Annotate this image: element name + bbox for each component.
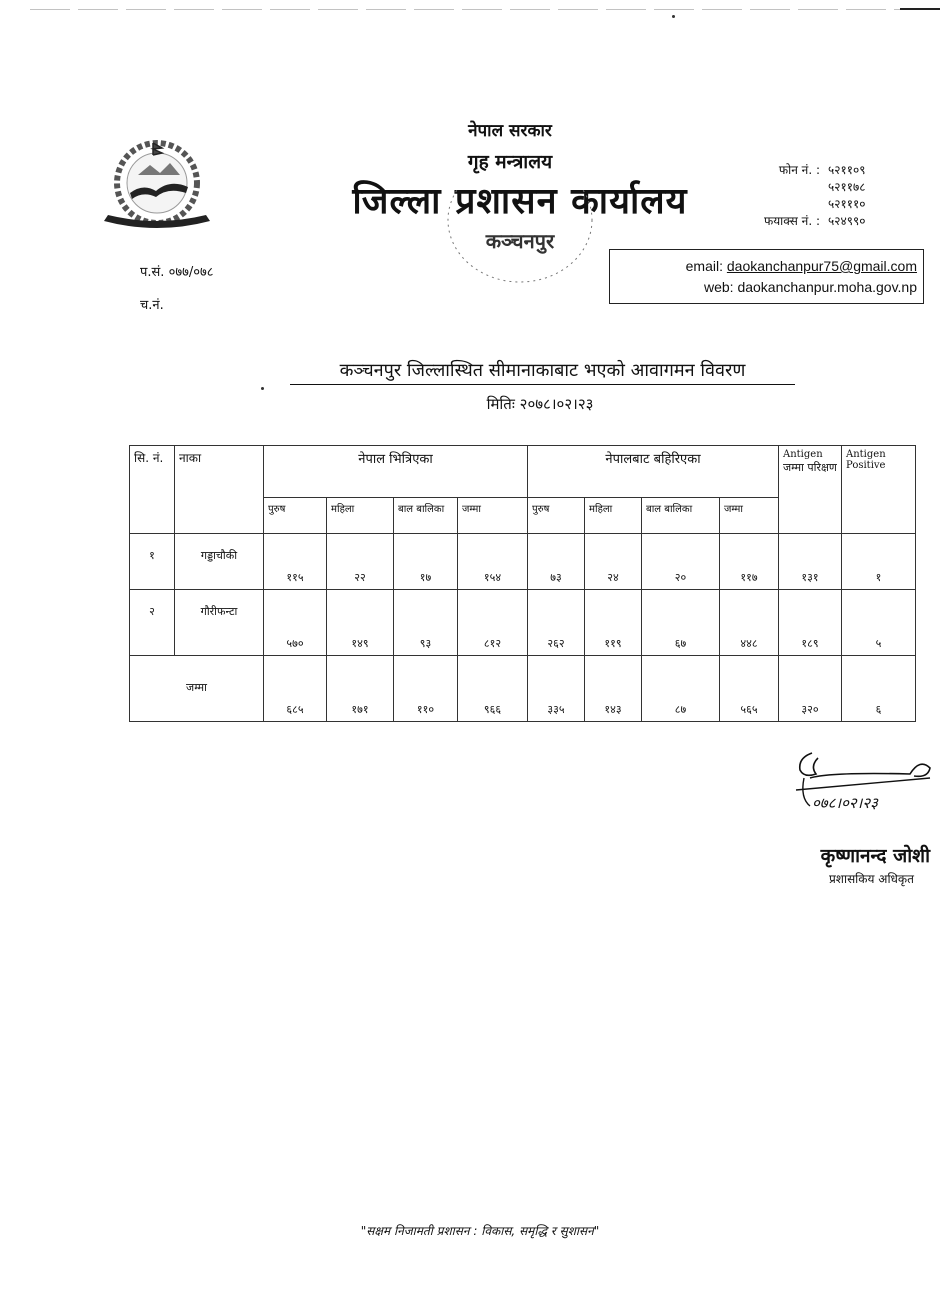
header-male: पुरुष (264, 498, 327, 534)
table-row (130, 534, 916, 590)
cell-value: ९३ (394, 590, 458, 656)
government-name: नेपाल सरकार (468, 121, 552, 141)
cell-value: १५४ (458, 534, 528, 590)
report-title: कञ्चनपुर जिल्लास्थित सीमानाकाबाट भएको आवागमन विवरण (290, 358, 795, 385)
header-children: बाल बालिका (394, 498, 458, 534)
phone-number: ५२११७८ (828, 180, 866, 194)
header-sn: सि. नं. (130, 446, 175, 534)
ministry-name: गृह मन्त्रालय (467, 151, 553, 173)
cell-value: २० (642, 534, 720, 590)
scan-edge-mark (900, 8, 940, 10)
cell-value: ५७० (264, 590, 327, 656)
movement-table (129, 445, 916, 722)
cell-value: २४ (585, 534, 642, 590)
scan-speck (261, 387, 264, 390)
cell-value: ५ (842, 590, 916, 656)
cell-value: ११५ (264, 534, 327, 590)
cell-sn: १ (130, 534, 175, 590)
phone-label: फोन नं. : (778, 163, 820, 177)
total-value: १४३ (585, 656, 642, 722)
header-entered: नेपाल भित्रिएका (264, 446, 528, 498)
office-name: जिल्ला प्रशासन कार्यालय (352, 180, 688, 222)
signature-icon (790, 748, 940, 818)
scan-speck (672, 15, 675, 18)
header-antigen-total (779, 446, 842, 534)
phone-number: ५२११०९ (828, 163, 866, 177)
table-total-row (130, 656, 916, 722)
footer-motto: "सक्षम निजामती प्रशासन : विकास, समृद्धि र सुशासन" (360, 1224, 600, 1238)
cell-value: १४९ (327, 590, 394, 656)
header-exited: नेपालबाट बहिरिएका (528, 446, 779, 498)
total-label: जम्मा (130, 656, 264, 722)
total-value: ६८५ (264, 656, 327, 722)
cell-value: १७ (394, 534, 458, 590)
header-total: जम्मा (458, 498, 528, 534)
cell-value: १ (842, 534, 916, 590)
header-female: महिला (585, 498, 642, 534)
signatory-name: कृष्णानन्द जोशी (820, 845, 930, 867)
stamp-text: कञ्चनपुर (485, 229, 555, 253)
total-value: ११० (394, 656, 458, 722)
header-female: महिला (327, 498, 394, 534)
reference-number: प.सं. ०७७/०७८ (140, 265, 214, 280)
fax-label: फयाक्स नं. : (763, 214, 820, 228)
email-label: email: (685, 258, 723, 274)
web-address: daokanchanpur.moha.gov.np (737, 279, 917, 295)
signatory-designation: प्रशासकिय अधिकृत (828, 872, 914, 886)
header-naka: नाका (175, 446, 264, 534)
total-value: ३२० (779, 656, 842, 722)
cell-value: ७३ (528, 534, 585, 590)
cell-naka: गौरीफन्टा (175, 590, 264, 656)
cell-naka: गड्डाचौकी (175, 534, 264, 590)
table-row (130, 590, 916, 656)
total-value: ८७ (642, 656, 720, 722)
cell-value: १३१ (779, 534, 842, 590)
header-antigen-positive: Antigen Positive (842, 446, 916, 534)
cell-value: २६२ (528, 590, 585, 656)
cell-value: ११९ (585, 590, 642, 656)
header-male: पुरुष (528, 498, 585, 534)
signature-date: ०७८।०२।२३ (812, 794, 878, 812)
cell-sn: २ (130, 590, 175, 656)
total-value: ६ (842, 656, 916, 722)
header-antigen-total-np: जम्मा परिक्षण (783, 461, 837, 474)
total-value: ५६५ (720, 656, 779, 722)
header-antigen-total-en: Antigen (783, 449, 823, 460)
dispatch-number: च.नं. (140, 298, 164, 313)
header-children: बाल बालिका (642, 498, 720, 534)
email-link[interactable]: daokanchanpur75@gmail.com (726, 258, 917, 274)
header-total: जम्मा (720, 498, 779, 534)
cell-value: २२ (327, 534, 394, 590)
web-label: web: (703, 279, 734, 295)
cell-value: ८१२ (458, 590, 528, 656)
cell-value: ६७ (642, 590, 720, 656)
contact-phones (740, 162, 888, 230)
cell-value: १८९ (779, 590, 842, 656)
total-value: ३३५ (528, 656, 585, 722)
nepal-emblem-icon (98, 135, 216, 235)
fax-number: ५२४९९० (828, 214, 866, 228)
scan-edge-line (30, 9, 910, 10)
cell-value: ४४८ (720, 590, 779, 656)
office-stamp-icon (440, 190, 600, 300)
contact-box (609, 249, 924, 304)
total-value: १७१ (327, 656, 394, 722)
cell-value: ११७ (720, 534, 779, 590)
phone-number: ५२१११० (828, 197, 866, 211)
total-value: ९६६ (458, 656, 528, 722)
report-date: मितिः २०७८।०२।२३ (486, 395, 594, 413)
